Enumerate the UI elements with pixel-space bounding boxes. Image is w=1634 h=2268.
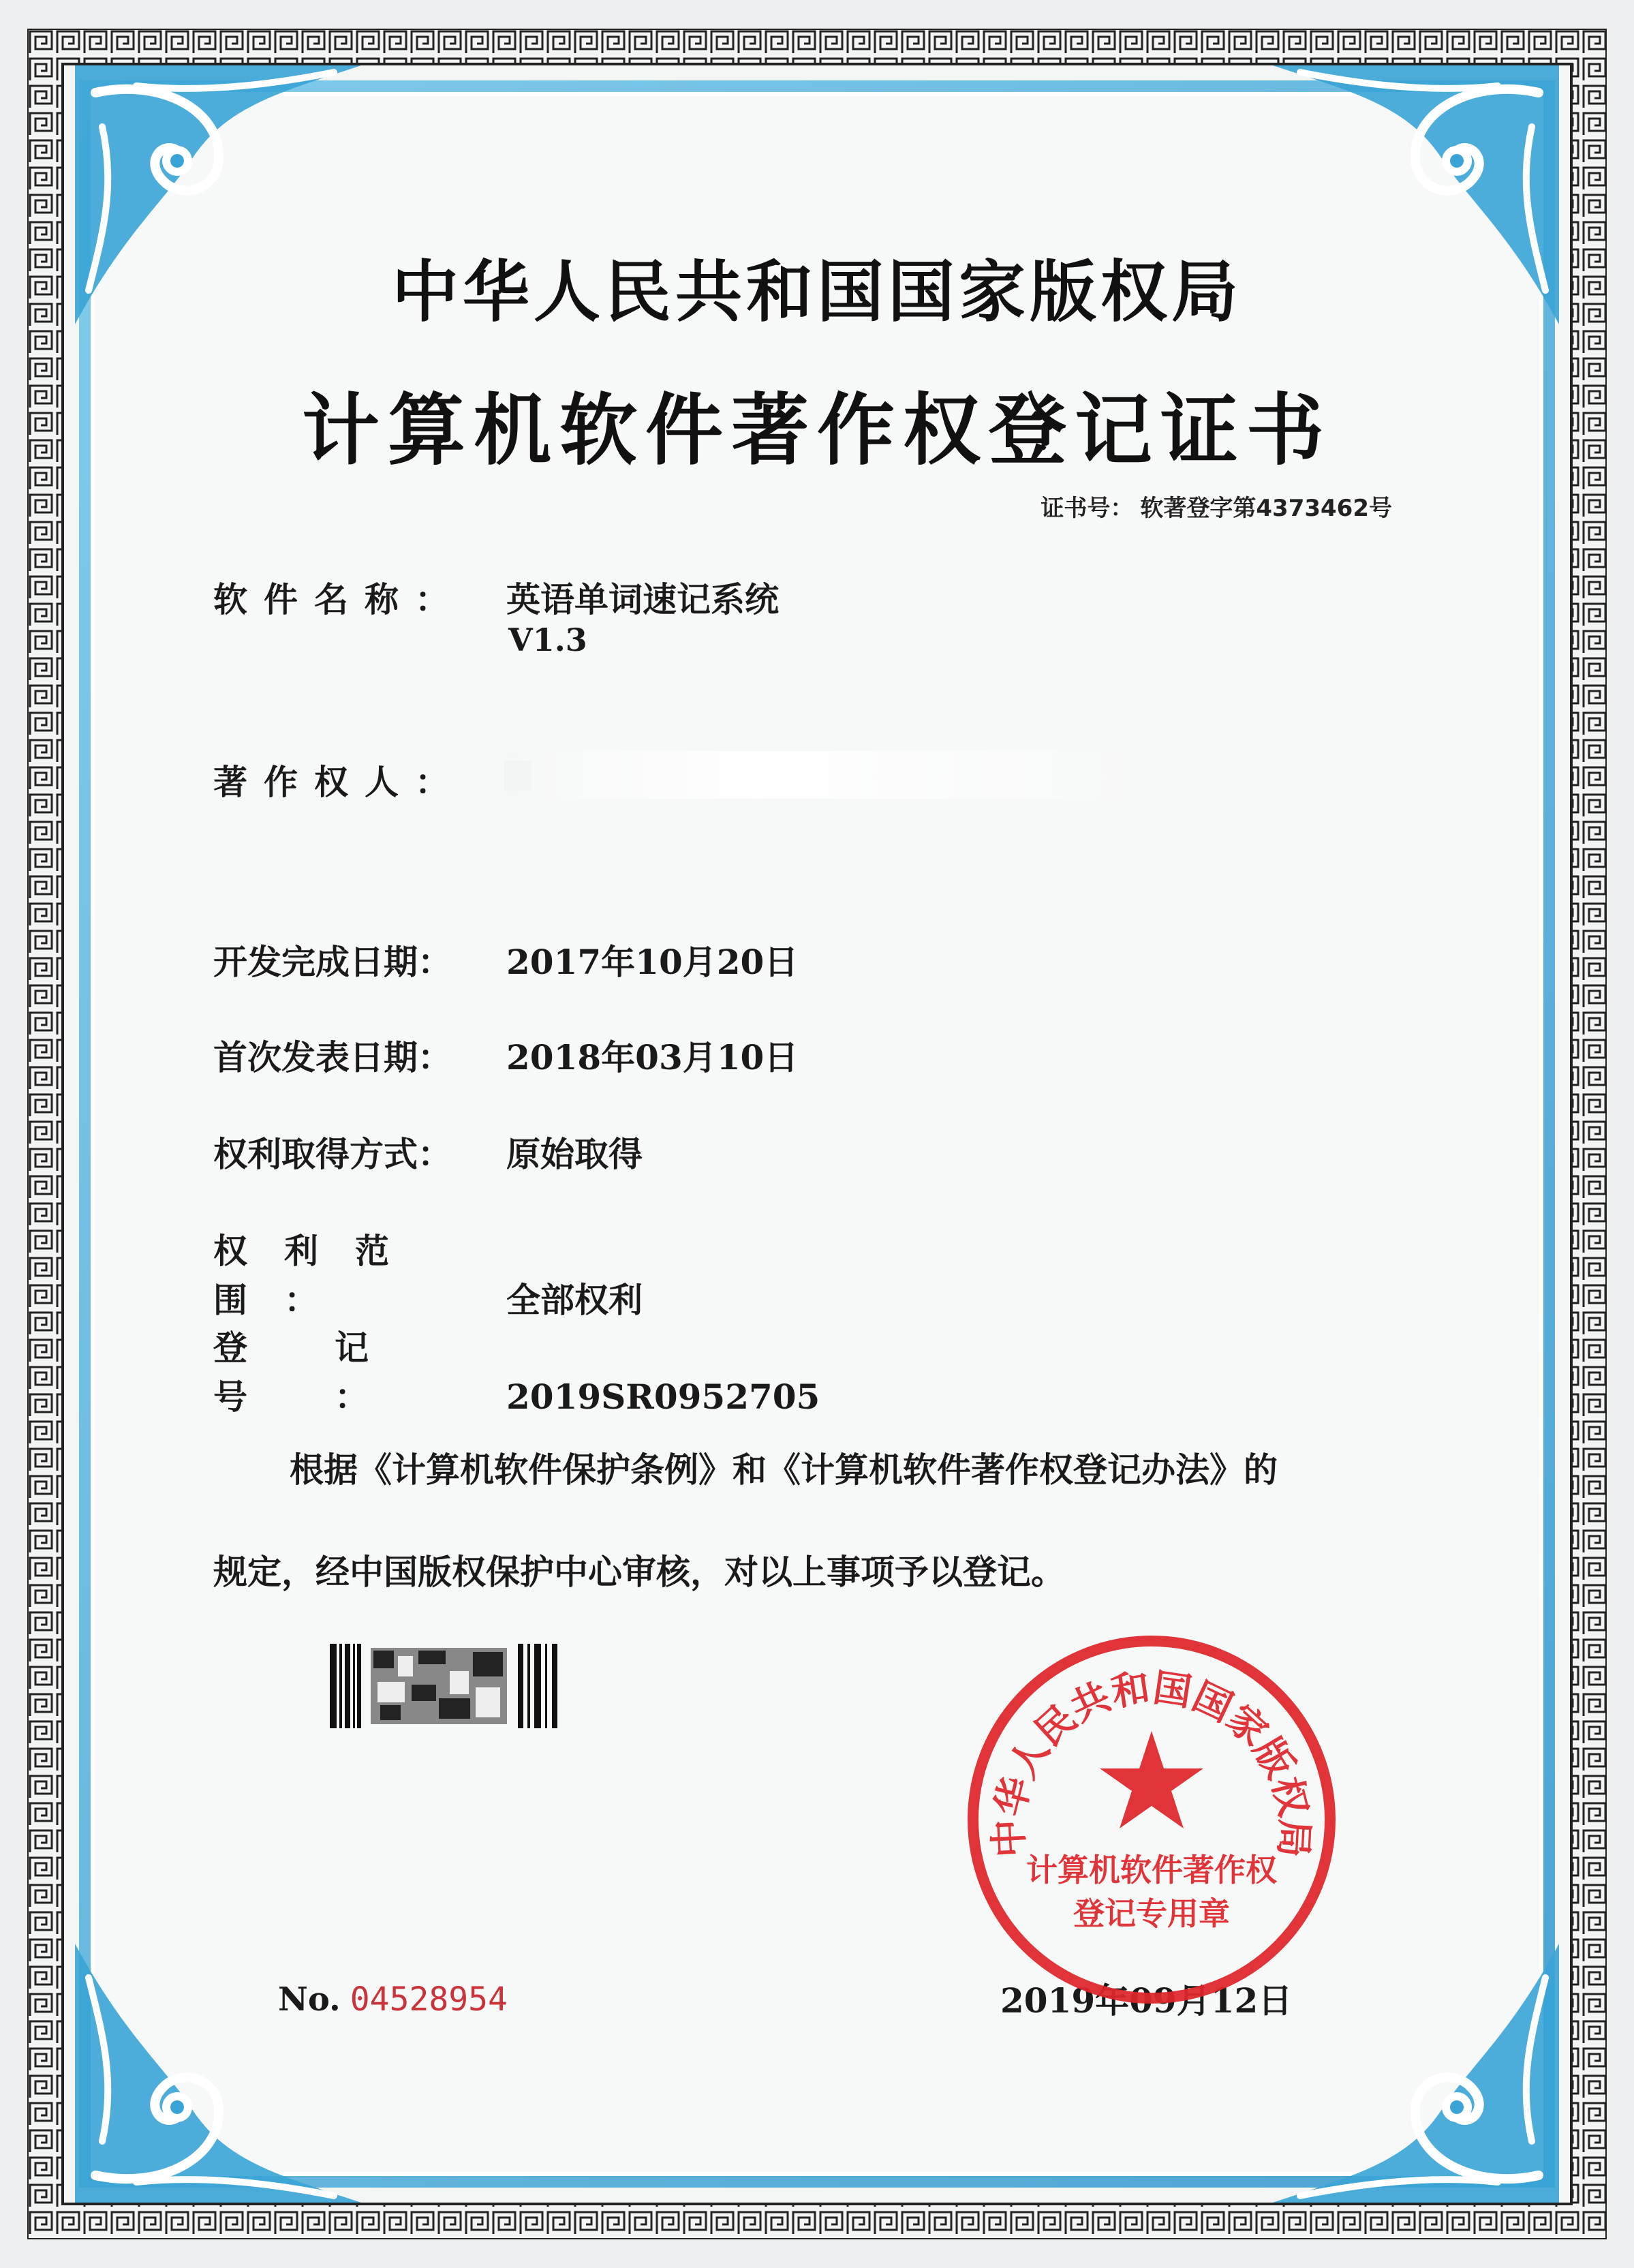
- certificate-number-label: 证书号：: [1040, 495, 1134, 522]
- registration-no-label: 登记号：: [213, 1328, 456, 1417]
- rights-scope-value: 全部权利: [506, 1280, 643, 1320]
- field-registration-no: [213, 1321, 820, 1419]
- legal-paragraph-line1: 根据《计算机软件保护条例》和《计算机软件著作权登记办法》的: [290, 1450, 1278, 1490]
- first-publish-date-value: 2018年03月10日: [506, 1037, 799, 1077]
- field-acquisition-method: [213, 1127, 643, 1176]
- legal-paragraph-line2: 规定，经中国版权保护中心审核，对以上事项予以登记。: [213, 1552, 1065, 1592]
- field-rights-scope: [213, 1224, 643, 1322]
- field-copyright-owner: [213, 755, 506, 804]
- software-version-value: V1.3: [508, 622, 587, 658]
- certificate-number-value: 软著登字第4373462号: [1140, 495, 1392, 522]
- svg-text:登记专用章: 登记专用章: [1073, 1895, 1230, 1932]
- serial-label: No.: [278, 1980, 341, 2019]
- authority-title: 中华人民共和国国家版权局: [391, 254, 1242, 331]
- field-software-name: [213, 572, 779, 622]
- software-name-value: 英语单词速记系统: [506, 579, 779, 619]
- issue-date: 2019年09月12日: [1000, 1980, 1293, 2021]
- serial-number: [278, 1980, 508, 2019]
- field-first-publish-date: [213, 1030, 798, 1079]
- acquisition-method-label: 权利取得方式：: [213, 1134, 452, 1174]
- dev-completion-date-value: 2017年10月20日: [506, 942, 799, 982]
- first-publish-date-label: 首次发表日期：: [213, 1037, 452, 1077]
- certificate-number: [1034, 489, 1392, 523]
- copyright-owner-label: 著作权人：: [213, 762, 465, 802]
- dev-completion-date-label: 开发完成日期：: [213, 942, 452, 982]
- official-seal-icon: [961, 1629, 1342, 2010]
- redaction-mask: [504, 751, 1138, 799]
- acquisition-method-value: 原始取得: [506, 1134, 643, 1174]
- svg-text:中华人民共和国国家版权局: 中华人民共和国国家版权局: [986, 1666, 1317, 1859]
- svg-text:计算机软件著作权: 计算机软件著作权: [1026, 1852, 1277, 1888]
- software-name-label: 软件名称：: [213, 579, 465, 619]
- serial-value: 04528954: [350, 1980, 508, 2019]
- field-dev-completion-date: [213, 935, 798, 984]
- registration-no-value: 2019SR0952705: [506, 1377, 820, 1417]
- barcode-icon: [330, 1644, 561, 1728]
- star-icon: [1100, 1731, 1203, 1828]
- rights-scope-label: 权利范围：: [213, 1231, 426, 1320]
- certificate-title: 计算机软件著作权登记证书: [301, 385, 1332, 476]
